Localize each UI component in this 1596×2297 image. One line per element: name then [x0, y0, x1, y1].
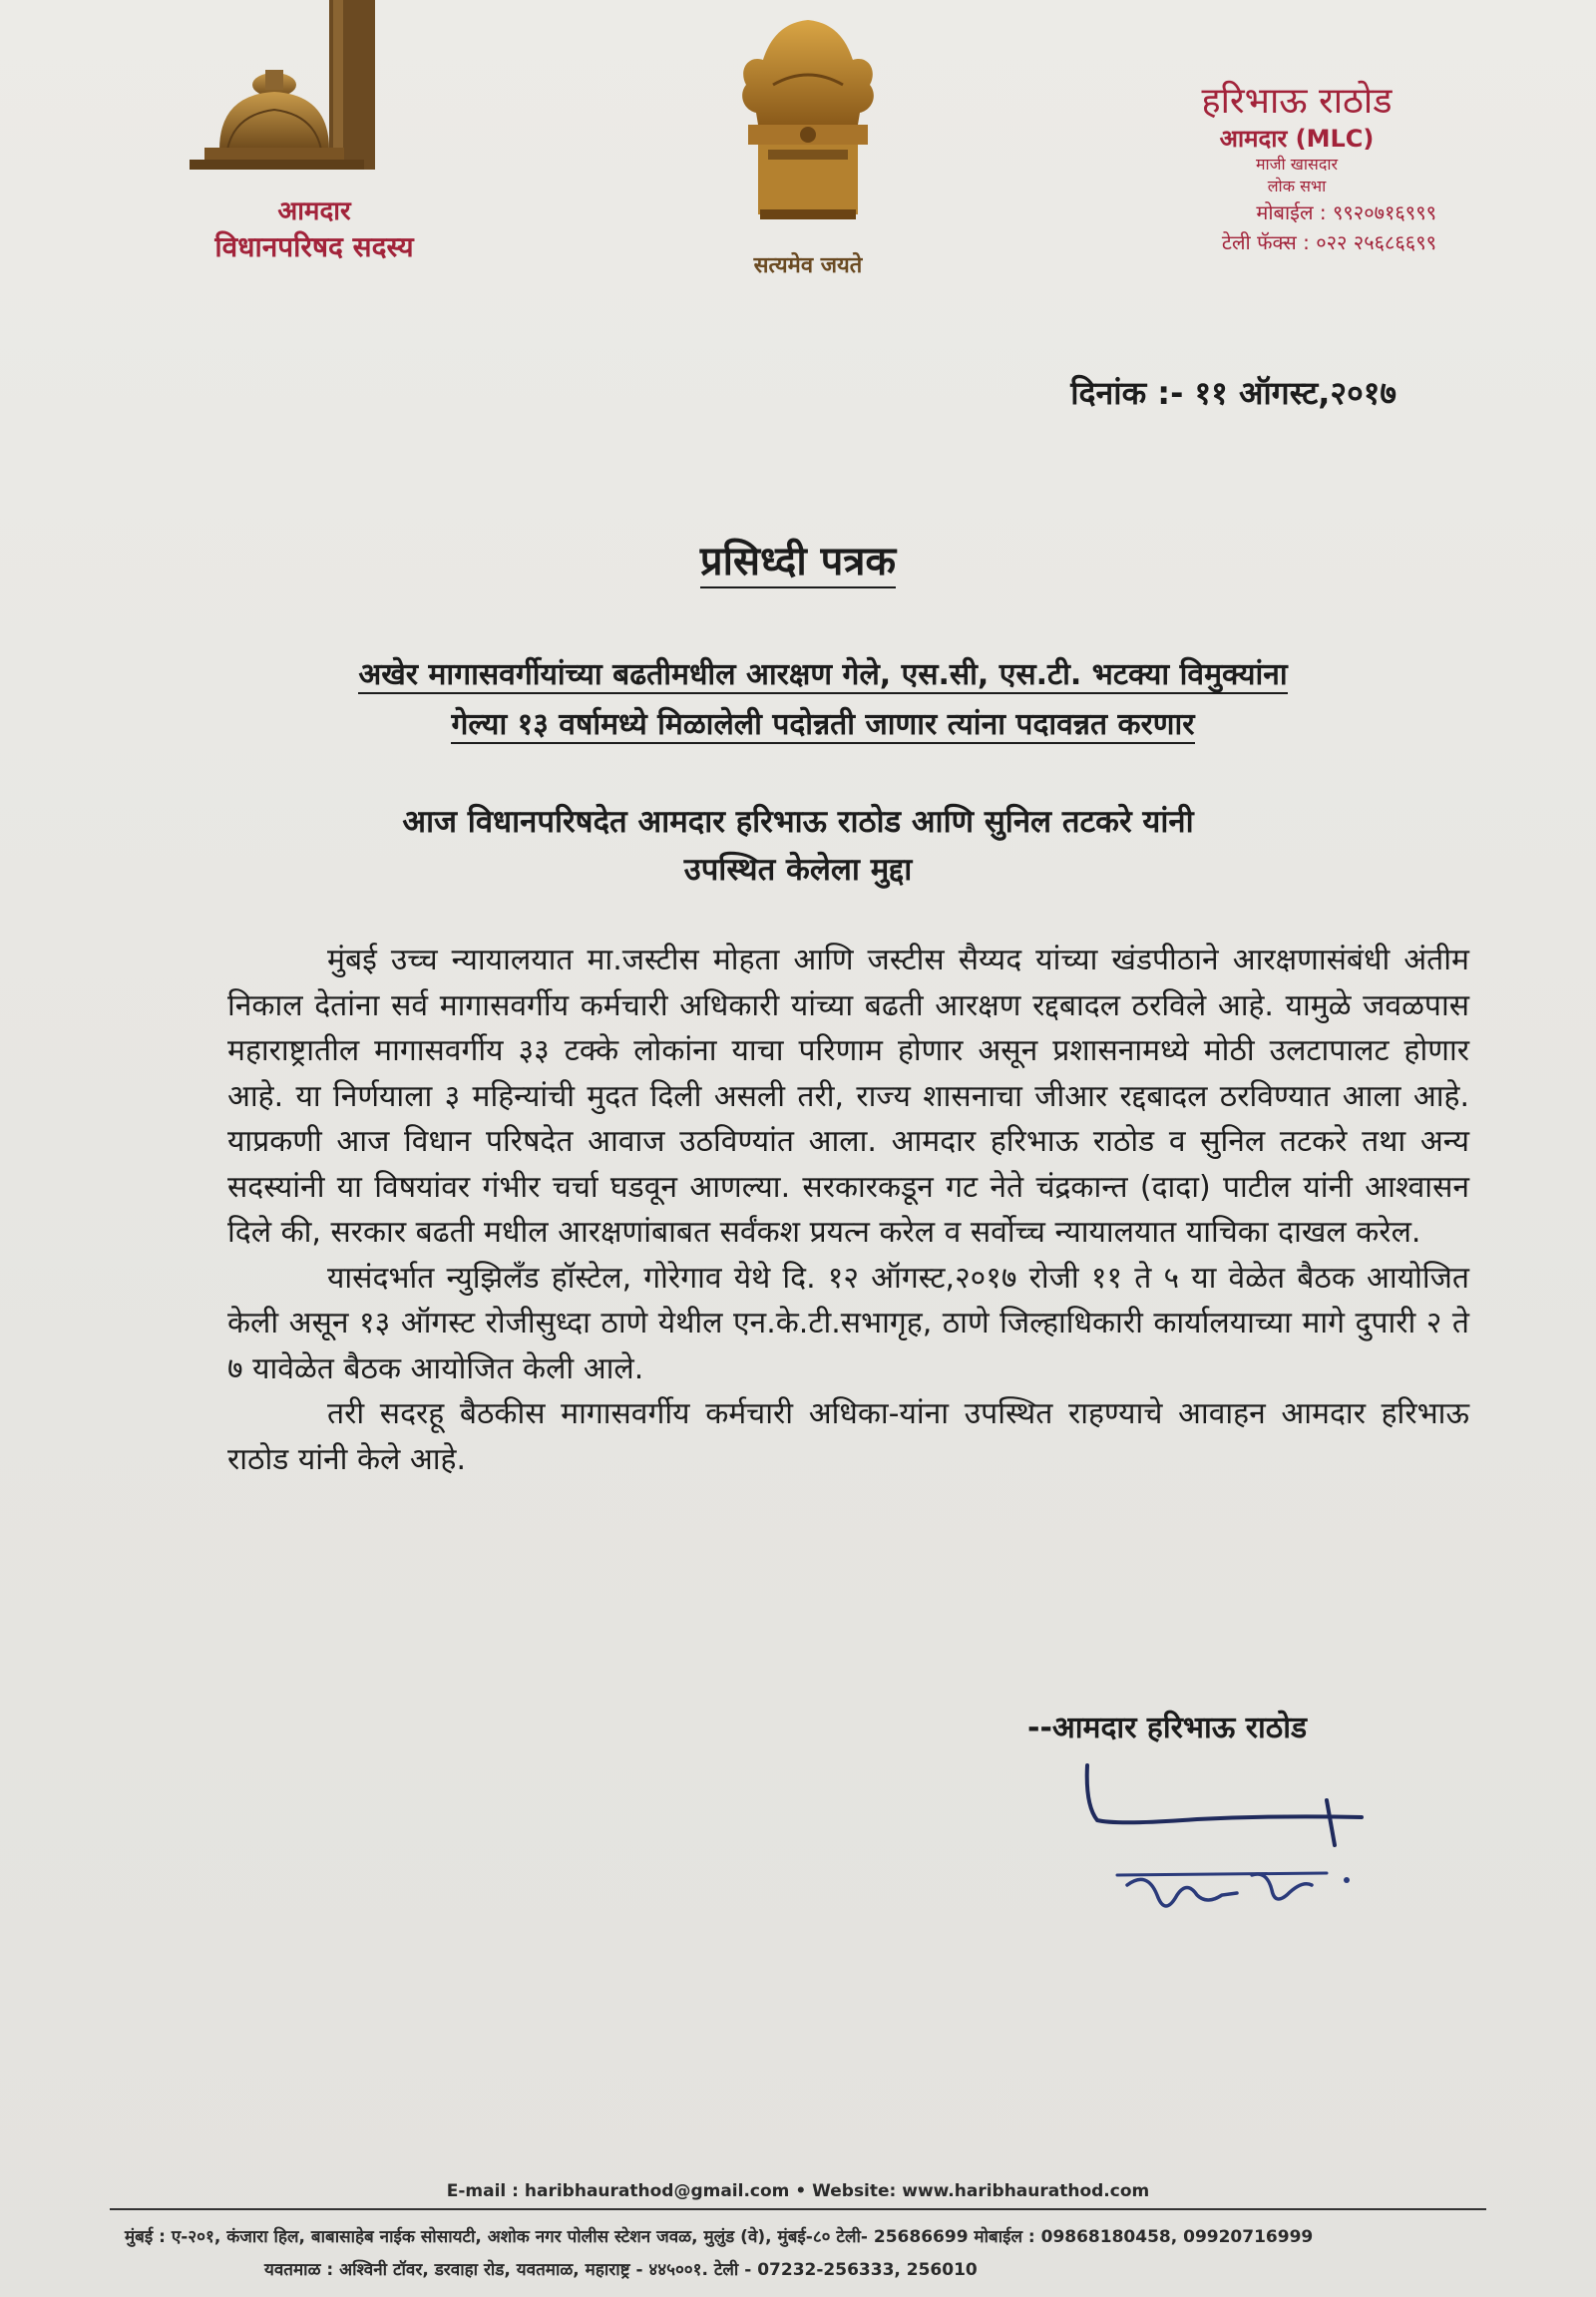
headline — [209, 650, 1436, 750]
handwritten-signature-icon — [1077, 1745, 1396, 1935]
footer-email-website: E-mail : haribhaurathod@gmail.com • Website: www.haribhaurathod.com — [446, 2181, 1150, 2201]
subheading-line1: आज विधानपरिषदेत आमदार हरिभाऊ राठोड आणि सुनिल तटकरे यांनी — [402, 804, 1194, 840]
legislature-logo-icon — [180, 0, 419, 180]
mobile-number: मोबाईल : ९९२०७१६९९९ — [1256, 200, 1436, 224]
page-title-text: प्रसिध्दी पत्रक — [700, 539, 896, 588]
headline-line1: अखेर मागासवर्गीयांच्या बढतीमधील आरक्षण गेले, एस.सी, एस.टी. भटक्या विमुक्यांना — [358, 657, 1288, 692]
body-text — [227, 938, 1469, 1482]
mla-title: आमदार (MLC) — [1219, 125, 1375, 153]
body-paragraph-3: तरी सदरहू बैठकीस मागासवर्गीय कर्मचारी अधिका-यांना उपस्थित राहण्याचे आवाहन आमदार हरिभाऊ राठोड यांनी केले आहे. — [227, 1396, 1469, 1477]
emblem-motto: सत्यमेव जयते — [753, 253, 863, 278]
left-letterhead-line1: आमदार — [277, 196, 351, 226]
footer-address-mumbai: मुंबई : ए-२०१, कंजारा हिल, बाबासाहेब नाईक सोसायटी, अशोक नगर पोलीस स्टेशन जवळ, मुलुंड (वे), मुंबई-८० टेली- 25686699 मोबाईल : 09868180458, 09920716999 — [125, 2227, 1314, 2247]
headline-line2: गेल्या १३ वर्षामध्ये मिळालेली पदोन्नती जाणार त्यांना पदावन्नत करणार — [451, 707, 1195, 742]
left-letterhead-line2: विधानपरिषद सदस्य — [214, 230, 414, 263]
subheading-line2: उपस्थित केलेला मुद्दा — [683, 852, 913, 888]
page-title — [0, 532, 1596, 586]
body-paragraph-1: मुंबई उच्च न्यायालयात मा.जस्टीस मोहता आणि जस्टीस सैय्यद यांच्या खंडपीठाने आरक्षणासंबंधी अंतीम निकाल देतांना सर्व मागासवर्गीय कर्मचारी अधिकारी यांच्या बढती आरक्षण रद्दबादल ठरविले आहे. यामुळे जवळपास महाराष्ट्रातील मागासवर्गीय ३३ टक्के लोकांना याचा परिणाम होणार असून प्रशासनामध्ये मोठी उलटापालट होणार आहे. या निर्णयाला ३ महिन्यांची मुदत दिली असली तरी, राज्य शासनाचा जीआर रद्दबादल ठरविण्यात आला आहे. याप्रकणी आज विधान परिषदेत आवाज उठविण्यांत आला. आमदार हरिभाऊ राठोड व सुनिल तटकरे तथा अन्य सदस्यांनी या विषयांवर गंभीर चर्चा घडवून आणल्या. सरकारकडून गट नेते चंद्रकान्त (दादा) पाटील यांनी आश्वासन दिले की, सरकार बढती मधील आरक्षणांबाबत सर्वंकश प्रयत्न करेल व सर्वोच्च न्यायालयात याचिका दाखल करेल. — [227, 943, 1469, 1250]
footer-divider — [110, 2208, 1486, 2210]
footer-address-yavatmal: यवतमाळ : अश्विनी टॉवर, डरवाहा रोड, यवतमाळ, महाराष्ट्र - ४४५००१. टेली - 07232-256333, 256010 — [264, 2260, 978, 2280]
former-mp: माजी खासदार — [1255, 155, 1339, 174]
signatory-name: --आमदार हरिभाऊ राठोड — [1027, 1711, 1308, 1745]
right-letterhead — [1147, 80, 1446, 257]
left-letterhead-title — [190, 194, 439, 266]
mla-name: हरिभाऊ राठोड — [1201, 81, 1393, 122]
body-paragraph-2: यासंदर्भात न्युझिलँड हॉस्टेल, गोरेगाव येथे दि. १२ ऑगस्ट,२०१७ रोजी ११ ते ५ या वेळेत बैठक आयोजित केली असून १३ ऑगस्ट रोजीसुध्दा ठाणे येथील एन.के.टी.सभागृह, ठाणे जिल्हाधिकारी कार्यालयाच्या मागे दुपारी २ ते ७ यावेळेत बैठक आयोजित केली आले. — [227, 1260, 1469, 1386]
telefax-number: टेली फॅक्स : ०२२ २५६८६६९९ — [1221, 230, 1436, 254]
letter-date: दिनांक :- ११ ऑगस्ट,२०१७ — [1070, 374, 1396, 412]
national-emblem-icon — [718, 15, 898, 244]
subheading — [200, 798, 1396, 894]
lok-sabha: लोक सभा — [1267, 177, 1327, 195]
